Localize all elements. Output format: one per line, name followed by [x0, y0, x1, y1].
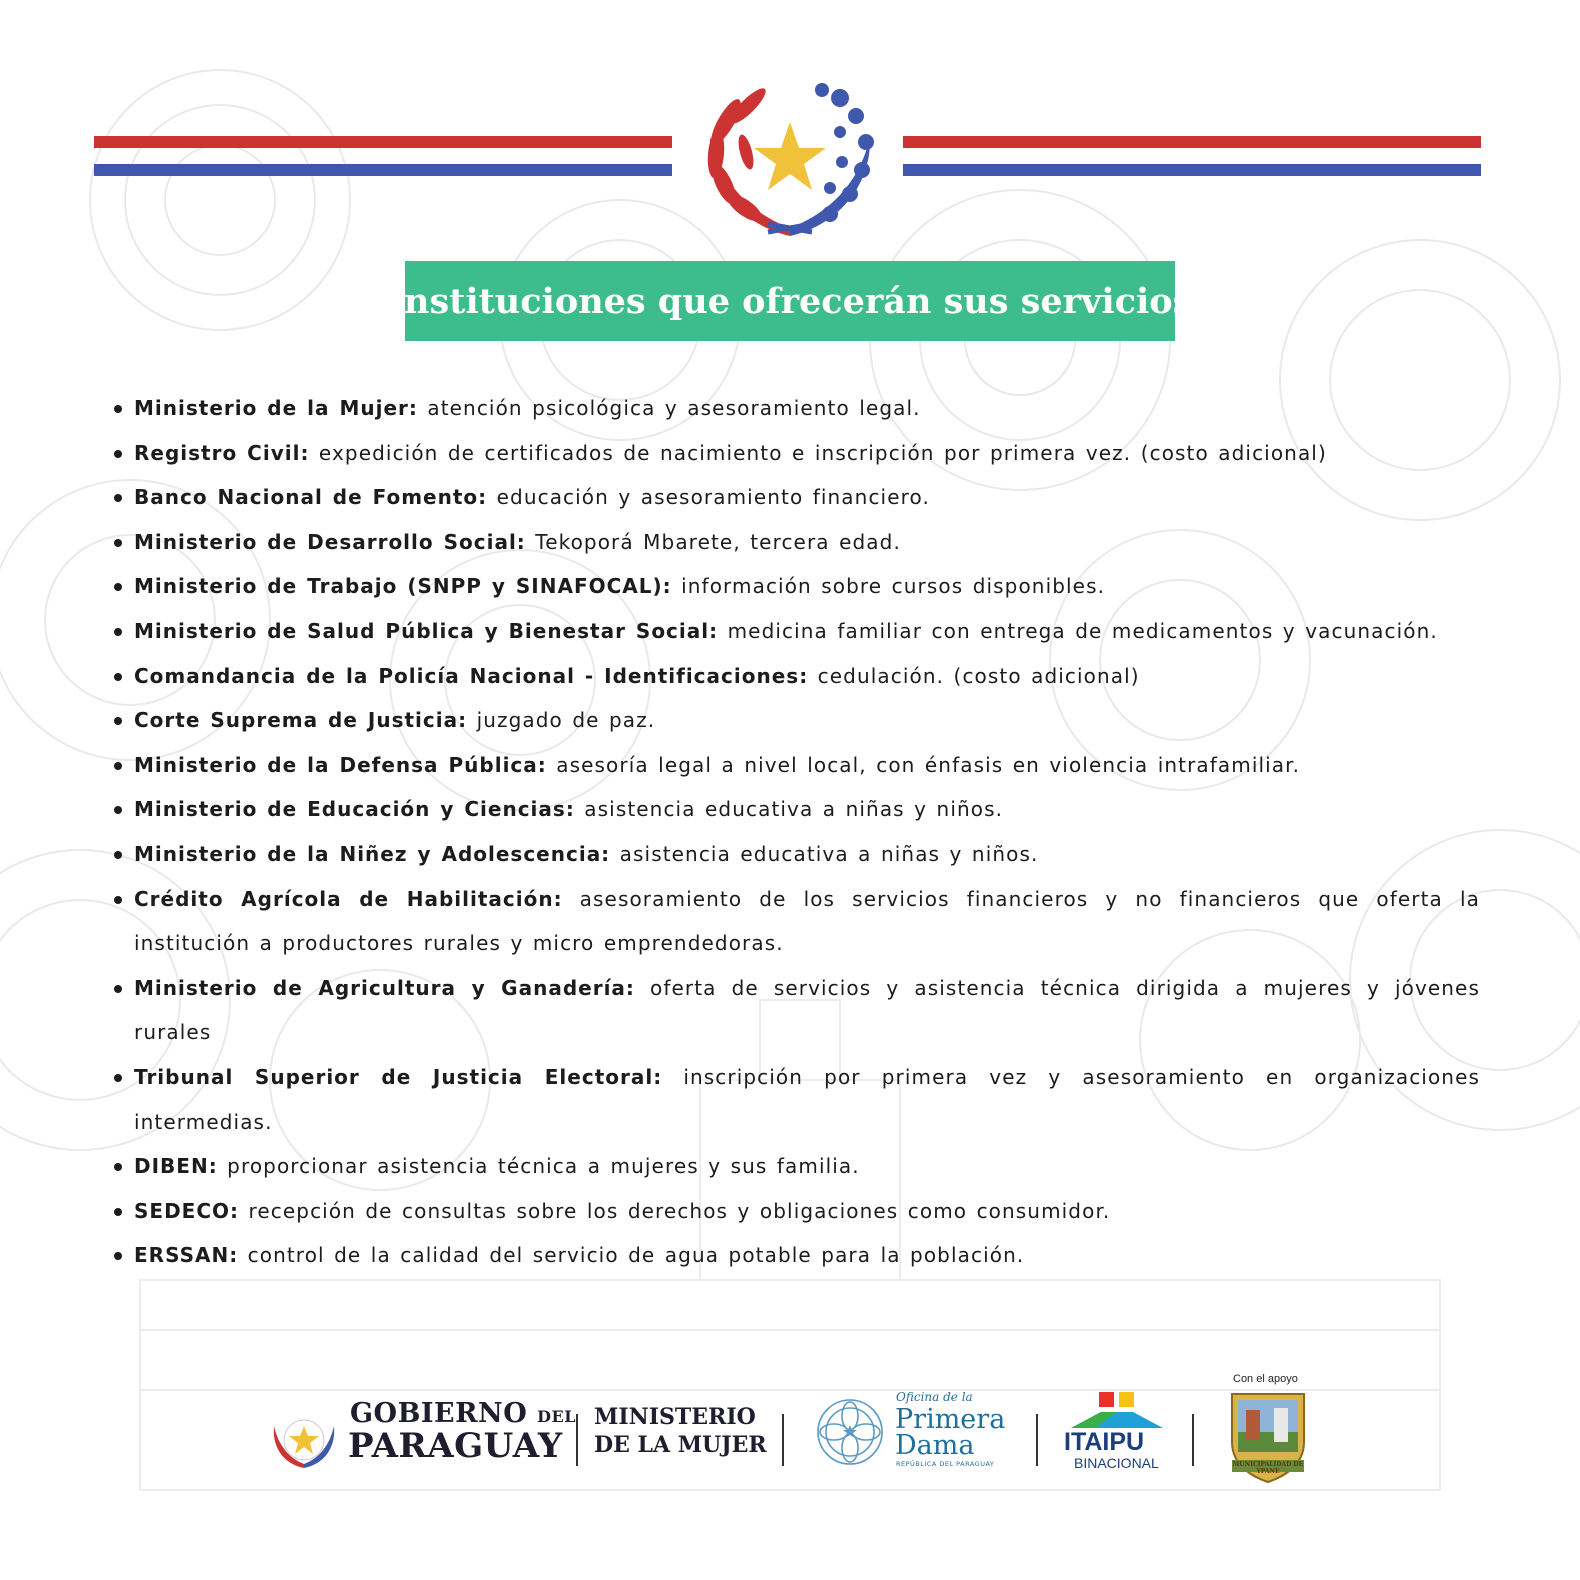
bullet-icon [114, 762, 122, 770]
institution-name: Corte Suprema de Justicia: [134, 708, 468, 733]
title-banner [387, 261, 1193, 341]
service-description: asistencia educativa a niñas y niños. [619, 841, 1039, 866]
bullet-icon [114, 405, 122, 413]
blue-stripe [903, 164, 1481, 176]
list-item [114, 787, 1480, 832]
municipalidad-name: MUNICIPALIDAD DE YPANE [1232, 1461, 1304, 1475]
institution-name: Comandancia de la Policía Nacional - Identificaciones: [134, 663, 809, 688]
flower-emblem-icon [815, 1394, 885, 1470]
list-item [114, 1055, 1480, 1144]
bullet-icon [114, 450, 122, 458]
list-item [114, 564, 1480, 609]
service-description: Tekoporá Mbarete, tercera edad. [535, 529, 901, 554]
itaipu-sub: BINACIONAL [1074, 1455, 1159, 1471]
bullet-icon [114, 539, 122, 547]
bullet-icon [114, 1252, 122, 1260]
flag-bars-right [903, 136, 1481, 178]
dama-line1: Primera [895, 1404, 1006, 1435]
institution-name: Ministerio de la Mujer: [134, 396, 418, 420]
list-item [114, 743, 1480, 788]
service-description: control de la calidad del servicio de agua potable para la población. [247, 1243, 1025, 1268]
dama-small-text: Oficina de la [896, 1390, 973, 1404]
list-item [114, 1144, 1480, 1189]
institution-name: Ministerio de Educación y Ciencias: [134, 797, 575, 822]
logo-divider [782, 1414, 784, 1466]
list-item [114, 698, 1480, 743]
flag-bars-left [94, 136, 672, 178]
gobierno-line1: GOBIERNO DEL [350, 1398, 576, 1429]
gobierno-line2: PARAGUAY [348, 1426, 563, 1466]
institution-name: SEDECO: [134, 1198, 240, 1223]
service-description: oferta de servicios y asistencia técnica dirigida a mujeres y jóvenes rurales [134, 975, 1480, 1045]
bullet-icon [114, 494, 122, 502]
bullet-icon [114, 673, 122, 681]
blue-stripe [94, 164, 672, 176]
ministerio-line2: DE LA MUJER [594, 1432, 767, 1458]
list-item [114, 520, 1480, 565]
dama-tiny-text: REPÚBLICA DEL PARAGUAY [896, 1460, 995, 1468]
logo-divider [1036, 1414, 1038, 1466]
page-title: Instituciones que ofrecerán sus servicios [387, 280, 1193, 322]
bullet-icon [114, 1074, 122, 1082]
list-item [114, 832, 1480, 877]
apoyo-text: Con el apoyo [1233, 1373, 1298, 1385]
bullet-icon [114, 806, 122, 814]
institution-name: Ministerio de la Niñez y Adolescencia: [134, 841, 611, 866]
red-stripe [94, 136, 672, 148]
red-stripe [903, 136, 1481, 148]
services-list [114, 386, 1480, 1278]
bullet-icon [114, 1163, 122, 1171]
bullet-icon [114, 628, 122, 636]
list-item [114, 386, 1480, 431]
service-description: educación y asesoramiento financiero. [496, 485, 930, 510]
list-item [114, 654, 1480, 699]
institution-name: Registro Civil: [134, 440, 310, 465]
service-description: cedulación. (costo adicional) [817, 663, 1140, 688]
service-description: asesoramiento de los servicios financieros y no financieros que oferta la institución a productores rurales y micro emprendedoras. [134, 886, 1480, 956]
institution-name: Tribunal Superior de Justicia Electoral: [134, 1064, 663, 1089]
service-description: atención psicológica y asesoramiento legal. [427, 396, 921, 420]
star-wreath-icon [690, 76, 890, 244]
logo-divider [1192, 1414, 1194, 1466]
service-description: información sobre cursos disponibles. [681, 574, 1106, 599]
list-item [114, 877, 1480, 966]
list-item [114, 966, 1480, 1055]
list-item [114, 1233, 1480, 1278]
service-description: asesoría legal a nivel local, con énfasis en violencia intrafamiliar. [556, 752, 1301, 777]
institution-name: Ministerio de la Defensa Pública: [134, 752, 547, 777]
list-item [114, 431, 1480, 476]
service-description: medicina familiar con entrega de medicamentos y vacunación. [727, 618, 1438, 643]
bullet-icon [114, 1208, 122, 1216]
service-description: recepción de consultas sobre los derechos y obligaciones como consumidor. [248, 1198, 1111, 1223]
institution-name: ERSSAN: [134, 1243, 239, 1268]
service-description: inscripción por primera vez y asesoramiento en organizaciones intermedias. [134, 1064, 1480, 1134]
logo-divider [576, 1414, 578, 1466]
service-description: asistencia educativa a niñas y niños. [584, 797, 1004, 822]
bullet-icon [114, 583, 122, 591]
institution-name: Ministerio de Salud Pública y Bienestar Social: [134, 618, 719, 643]
ministerio-line1: MINISTERIO [594, 1404, 756, 1430]
list-item [114, 475, 1480, 520]
institution-name: Ministerio de Trabajo (SNPP y SINAFOCAL): [134, 574, 672, 599]
list-item [114, 609, 1480, 654]
institution-name: Ministerio de Agricultura y Ganadería: [134, 975, 635, 1000]
bullet-icon [114, 717, 122, 725]
service-description: proporcionar asistencia técnica a mujeres y sus familia. [227, 1154, 860, 1179]
sponsor-logos [0, 1370, 1580, 1500]
service-description: juzgado de paz. [476, 708, 656, 733]
service-description: expedición de certificados de nacimiento e inscripción por primera vez. (costo adicional) [318, 440, 1327, 465]
institution-name: DIBEN: [134, 1154, 218, 1179]
itaipu-name: ITAIPU [1064, 1428, 1145, 1456]
institution-name: Crédito Agrícola de Habilitación: [134, 886, 563, 911]
dama-line2: Dama [895, 1430, 975, 1461]
paraguay-emblem-icon [270, 1408, 338, 1470]
institution-name: Ministerio de Desarrollo Social: [134, 529, 526, 554]
bullet-icon [114, 851, 122, 859]
bullet-icon [114, 896, 122, 904]
bullet-icon [114, 985, 122, 993]
list-item [114, 1189, 1480, 1234]
institution-name: Banco Nacional de Fomento: [134, 485, 488, 510]
